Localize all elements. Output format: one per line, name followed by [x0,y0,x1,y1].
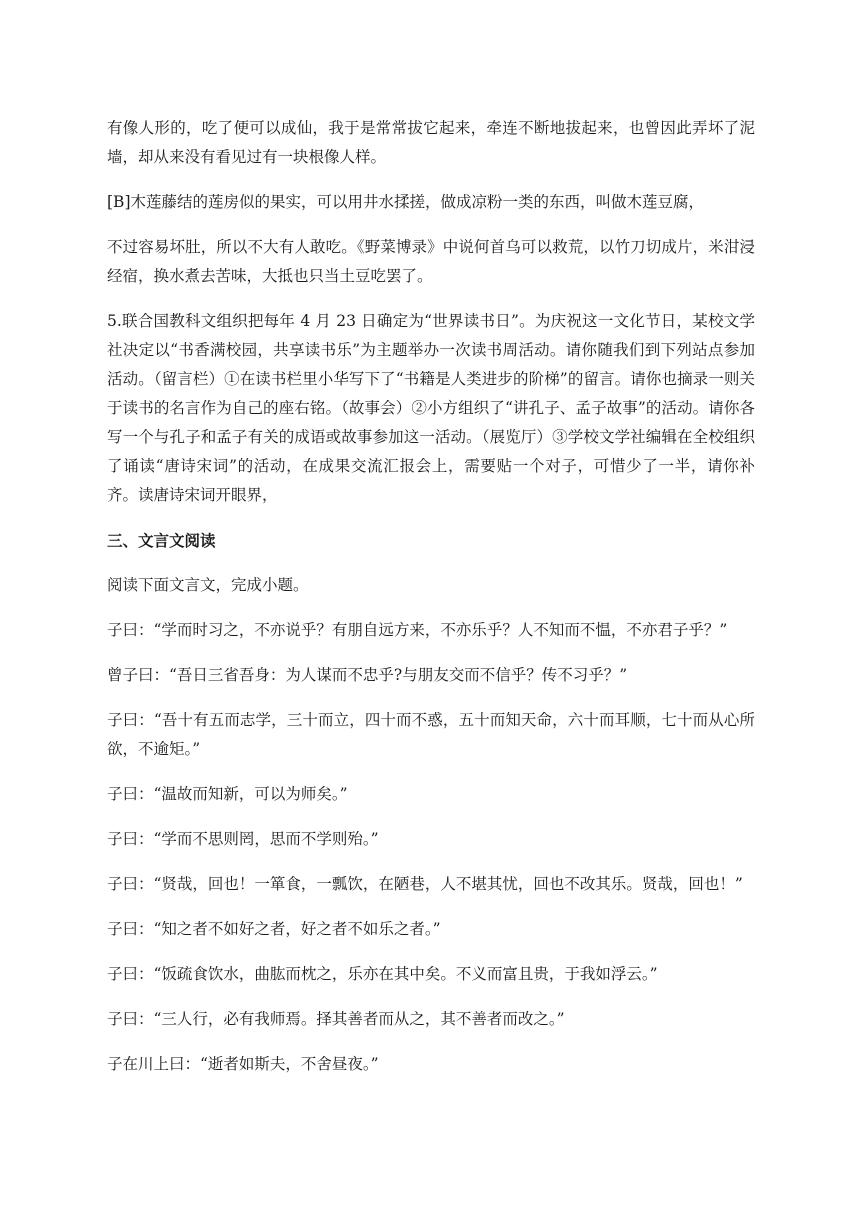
document-page [107,114,755,1079]
paragraph-mulian-b: [B]木莲藤结的莲房似的果实，可以用井水揉搓，做成凉粉一类的东西，叫做木莲豆腐， [107,193,704,211]
analects-quote: 子曰：“三人行，必有我师焉。择其善者而从之，其不善者而改之。” [107,1010,565,1028]
question-5: 5.联合国教科文组织把每年 4 月 23 日确定为“世界读书日”。为庆祝这一文化节日，某校文学社决定以“书香满校园，共享读书乐”为主题举办一次读书周活动。请你随我们到下列站点参加活动。（留言栏）①在读书栏里小华写下了“书籍是人类进步的阶梯”的留言。请你也摘录一则关于读书的名言作为自己的座右铭。（故事会）②小方组织了“讲孔子、孟子故事”的活动。请你各写一个与孔子和孟子有关的成语或故事参加这一活动。（展览厅）③学校文学社编辑在全校组织了诵读“唐诗宋词”的活动，在成果交流汇报会上，需要贴一个对子，可惜少了一半，请你补齐。读唐诗宋词开眼界， [107,312,755,504]
reading-intro: 阅读下面文言文，完成小题。 [107,576,309,594]
analects-quote: 子曰：“知之者不如好之者，好之者不如乐之者。” [107,920,441,938]
paragraph-he-shou-wu: 有像人形的，吃了便可以成仙，我于是常常拔它起来，牵连不断地拔起来，也曾因此弄坏了泥墙，却从来没有看见过有一块根像人样。 [107,119,755,166]
analects-quote: 子曰：“贤哉，回也！一箪食，一瓢饮，在陋巷，人不堪其忧，回也不改其乐。贤哉，回也！” [107,875,743,893]
section-heading: 三、文言文阅读 [107,531,216,550]
analects-quote: 曾子曰：“吾日三省吾身：为人谋而不忠乎?与朋友交而不信乎？传不习乎？” [107,666,628,684]
analects-quote: 子曰：“学而时习之，不亦说乎？有朋自远方来，不亦乐乎？人不知而不愠，不亦君子乎？” [107,621,728,639]
analects-quote: 子曰：“温故而知新，可以为师矣。” [107,785,348,803]
analects-quote: 子曰：“学而不思则罔，思而不学则殆。” [107,830,379,848]
analects-quote: 子曰：“饭疏食饮水，曲肱而枕之，乐亦在其中矣。不义而富且贵，于我如浮云。” [107,965,658,983]
analects-quote: 子在川上曰：“逝者如斯夫，不舍昼夜。” [107,1055,379,1073]
analects-quote: 子曰：“吾十有五而志学，三十而立，四十而不惑，五十而知天命，六十而耳顺，七十而从心所欲，不逾矩。” [107,711,755,758]
paragraph-mulian-cont: 不过容易坏肚，所以不大有人敢吃。《野菜博录》中说何首乌可以救荒，以竹刀切成片，米泔浸经宿，换水煮去苦味，大抵也只当土豆吃罢了。 [107,238,755,285]
